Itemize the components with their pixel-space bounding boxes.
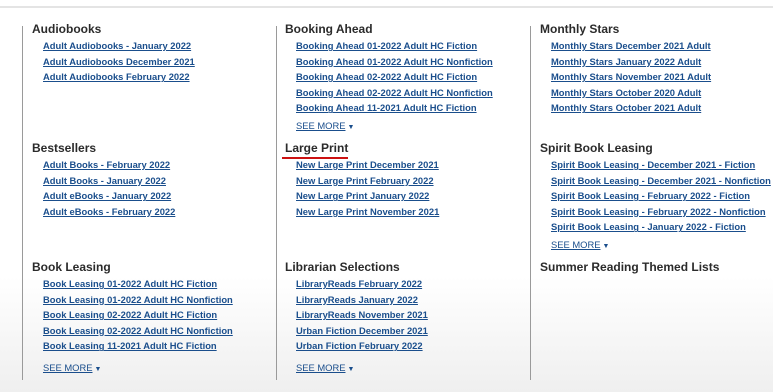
section-librarian-selections <box>285 260 517 373</box>
chevron-down-icon: ▼ <box>347 124 355 131</box>
list-item <box>43 323 264 339</box>
list-link[interactable]: Monthly Stars October 2020 Adult <box>551 86 702 98</box>
see-more-label: SEE MORE <box>296 362 346 373</box>
list-link[interactable]: Book Leasing 02-2022 Adult HC Fiction <box>43 309 218 321</box>
link-list <box>32 276 264 354</box>
list-link[interactable]: Booking Ahead 02-2022 Adult HC Fiction <box>296 71 478 83</box>
list-link[interactable]: Book Leasing 02-2022 Adult HC Nonfiction <box>43 324 233 336</box>
link-list <box>285 157 517 219</box>
list-item <box>551 188 772 204</box>
see-more-link[interactable] <box>296 120 354 131</box>
list-item <box>551 100 772 116</box>
list-item <box>296 157 517 173</box>
see-more-label: SEE MORE <box>296 120 346 131</box>
list-item <box>43 38 264 54</box>
list-item <box>43 188 264 204</box>
list-link[interactable]: Urban Fiction February 2022 <box>296 340 423 352</box>
chevron-down-icon: ▼ <box>602 243 610 250</box>
list-item <box>551 204 772 220</box>
list-item <box>551 54 772 70</box>
link-list <box>285 276 517 354</box>
list-item <box>43 204 264 220</box>
list-item <box>551 69 772 85</box>
list-link[interactable]: Booking Ahead 01-2022 Adult HC Fiction <box>296 40 478 51</box>
list-item <box>43 292 264 308</box>
list-link[interactable]: Adult Audiobooks February 2022 <box>43 71 190 83</box>
list-item <box>296 173 517 189</box>
section-title: Librarian Selections <box>285 260 400 274</box>
list-link[interactable]: Monthly Stars December 2021 Adult <box>551 40 711 51</box>
section-title: Monthly Stars <box>540 22 620 36</box>
section-audiobooks <box>32 22 264 85</box>
list-item <box>296 307 517 323</box>
list-link[interactable]: Book Leasing 01-2022 Adult HC Fiction <box>43 278 218 289</box>
section-book-leasing <box>32 260 264 373</box>
list-link[interactable]: Booking Ahead 11-2021 Adult HC Fiction <box>296 102 477 114</box>
list-link[interactable]: Booking Ahead 01-2022 Adult HC Nonfiction <box>296 55 493 67</box>
section-title: Book Leasing <box>32 260 111 274</box>
list-link[interactable]: Adult eBooks - January 2022 <box>43 190 172 202</box>
list-link[interactable]: Monthly Stars November 2021 Adult <box>551 71 712 83</box>
list-link[interactable]: Booking Ahead 02-2022 Adult HC Nonfiction <box>296 86 493 98</box>
list-item <box>296 276 517 292</box>
list-link[interactable]: LibraryReads January 2022 <box>296 293 418 305</box>
list-browser-panel <box>0 8 773 392</box>
list-item <box>551 85 772 101</box>
section-title: Audiobooks <box>32 22 102 36</box>
see-more-label: SEE MORE <box>43 362 93 373</box>
list-link[interactable]: Adult eBooks - February 2022 <box>43 205 176 217</box>
list-link[interactable]: LibraryReads February 2022 <box>296 278 423 289</box>
section-title: Bestsellers <box>32 141 97 155</box>
chevron-down-icon: ▼ <box>347 366 355 373</box>
chevron-down-icon: ▼ <box>94 366 102 373</box>
list-link[interactable]: Spirit Book Leasing - February 2022 - Fiction <box>551 190 750 202</box>
see-more-link[interactable] <box>296 362 354 373</box>
list-item <box>43 157 264 173</box>
list-item <box>296 54 517 70</box>
list-item <box>296 38 517 54</box>
list-item <box>43 69 264 85</box>
list-item <box>551 173 772 189</box>
list-link[interactable]: Spirit Book Leasing - December 2021 - Nonfiction <box>551 174 771 186</box>
list-item <box>551 157 772 173</box>
list-item <box>43 54 264 70</box>
link-list <box>540 38 772 116</box>
list-link[interactable]: LibraryReads November 2021 <box>296 309 428 321</box>
list-item <box>296 204 517 220</box>
column-1 <box>22 22 272 380</box>
list-link[interactable]: Adult Books - February 2022 <box>43 159 171 170</box>
list-item <box>43 276 264 292</box>
link-list <box>285 38 517 116</box>
link-list <box>32 38 264 85</box>
list-item <box>296 69 517 85</box>
list-item <box>43 173 264 189</box>
list-item <box>296 323 517 339</box>
list-item <box>296 100 517 116</box>
see-more-label: SEE MORE <box>551 239 601 250</box>
section-title-active: Large Print <box>285 141 517 156</box>
section-summer-reading <box>540 260 772 275</box>
section-large-print <box>285 141 517 219</box>
list-item <box>551 219 772 235</box>
list-item <box>551 38 772 54</box>
section-booking-ahead <box>285 22 517 131</box>
link-list <box>32 157 264 219</box>
list-link[interactable]: Spirit Book Leasing - December 2021 - Fiction <box>551 159 756 170</box>
section-monthly-stars <box>540 22 772 116</box>
list-link[interactable]: New Large Print December 2021 <box>296 159 439 170</box>
list-link[interactable]: New Large Print January 2022 <box>296 190 430 202</box>
section-title: Booking Ahead <box>285 22 373 36</box>
list-link[interactable]: Monthly Stars October 2021 Adult <box>551 102 702 114</box>
list-item <box>296 188 517 204</box>
list-link[interactable]: New Large Print February 2022 <box>296 174 434 186</box>
see-more-link[interactable] <box>551 239 609 250</box>
section-title: Summer Reading Themed Lists <box>540 260 720 274</box>
list-link[interactable]: Book Leasing 11-2021 Adult HC Fiction <box>43 340 217 352</box>
list-link[interactable]: Adult Audiobooks December 2021 <box>43 55 195 67</box>
list-item <box>296 85 517 101</box>
list-link[interactable]: Urban Fiction December 2021 <box>296 324 428 336</box>
list-item <box>296 338 517 354</box>
list-link[interactable]: Adult Books - January 2022 <box>43 174 166 186</box>
list-item <box>296 292 517 308</box>
list-link[interactable]: Adult Audiobooks - January 2022 <box>43 40 192 51</box>
column-3 <box>530 22 773 380</box>
list-link[interactable]: New Large Print November 2021 <box>296 205 440 217</box>
section-spirit-book-leasing <box>540 141 772 250</box>
list-link[interactable]: Spirit Book Leasing - February 2022 - Nonfiction <box>551 205 766 217</box>
see-more-link[interactable] <box>43 362 101 373</box>
list-link[interactable]: Monthly Stars January 2022 Adult <box>551 55 702 67</box>
list-link[interactable]: Book Leasing 01-2022 Adult HC Nonfiction <box>43 293 233 305</box>
section-bestsellers <box>32 141 264 219</box>
column-2 <box>276 22 525 380</box>
link-list <box>540 157 772 235</box>
list-link[interactable]: Spirit Book Leasing - January 2022 - Fiction <box>551 221 746 233</box>
list-item <box>43 338 264 354</box>
section-title: Spirit Book Leasing <box>540 141 653 155</box>
list-item <box>43 307 264 323</box>
